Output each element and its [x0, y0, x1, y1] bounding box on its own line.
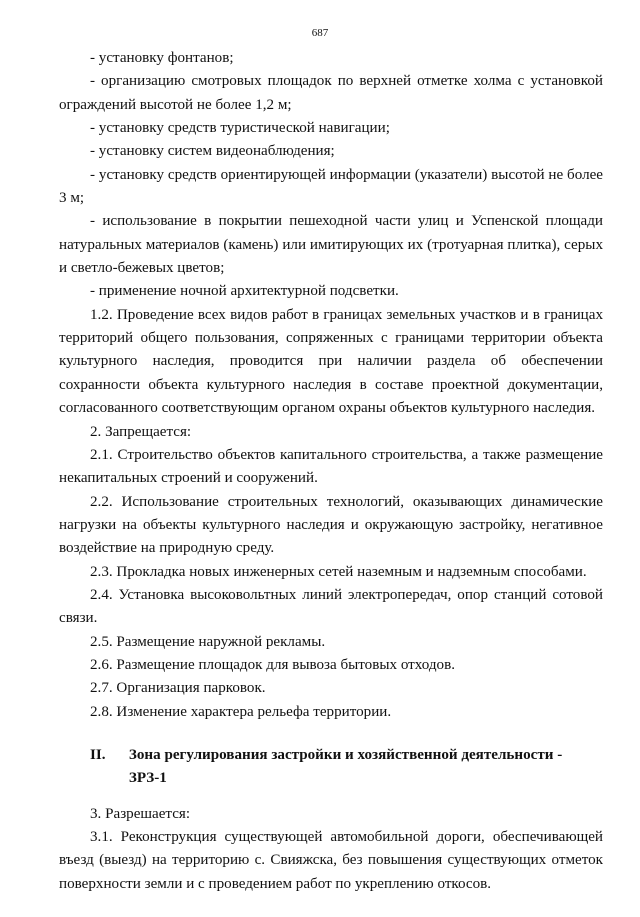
paragraph: 2.7. Организация парковок. [90, 680, 266, 697]
paragraph: 2.4. Установка высоковольтных линий электропередач, опор станций сотовой связи. [59, 586, 603, 627]
paragraph: - организацию смотровых площадок по верхней отметке холма с установкой ограждений высотой не более 1,2 м; [59, 73, 603, 113]
paragraph: - установку систем видеонаблюдения; [90, 143, 335, 160]
paragraph: - установку средств ориентирующей информации (указатели) высотой не более 3 м; [59, 166, 603, 207]
paragraph: - использование в покрытии пешеходной части улиц и Успенской площади натуральных материалов (камень) или имитирующих их (тротуарная плитка), серых и светло-бежевых цветов; [59, 213, 603, 277]
paragraph: - применение ночной архитектурной подсветки. [90, 283, 399, 300]
page-number: 687 [311, 27, 329, 39]
paragraph: 2.2. Использование строительных технологий, оказывающих динамические нагрузки на объекты культурного наследия и окружающую застройку, негативное воздействие на природную среду. [59, 493, 603, 557]
paragraph: 2.3. Прокладка новых инженерных сетей наземным и надземным способами. [90, 563, 587, 580]
top-paragraphs [59, 47, 603, 724]
section-number: II. [90, 746, 106, 763]
section-heading [59, 744, 603, 791]
paragraph: 1.2. Проведение всех видов работ в границах земельных участков и в границах территорий общего пользования, сопряженных с границами территории объекта культурного наследия, проводится при наличии раздела об обеспечении сохранности объекта культурного наследия в составе проектной документации, согласованного соответствующим органом охраны объектов культурного наследия. [59, 306, 603, 417]
paragraph: 2. Запрещается: [90, 423, 192, 440]
paragraph: 2.6. Размещение площадок для вывоза бытовых отходов. [90, 656, 455, 673]
paragraph: 2.8. Изменение характера рельефа территории. [90, 703, 392, 720]
paragraph: 2.1. Строительство объектов капитального строительства, а также размещение некапитальных строений и сооружений. [59, 446, 603, 487]
paragraph: 3. Разрешается: [90, 805, 191, 822]
document-body [59, 47, 603, 896]
bottom-paragraphs [59, 803, 603, 896]
paragraph: - установку фонтанов; [90, 50, 234, 66]
paragraph: - установку средств туристической навигации; [90, 120, 390, 137]
section-title: Зона регулирования застройки и хозяйственной деятельности - ЗРЗ-1 [128, 746, 563, 787]
paragraph: 2.5. Размещение наружной рекламы. [90, 633, 326, 650]
paragraph: 3.1. Реконструкция существующей автомобильной дороги, обеспечивающей въезд (выезд) на территорию с. Свияжска, без повышения существующих отметок поверхности земли и с проведением работ по укреплению откосов. [59, 829, 603, 892]
